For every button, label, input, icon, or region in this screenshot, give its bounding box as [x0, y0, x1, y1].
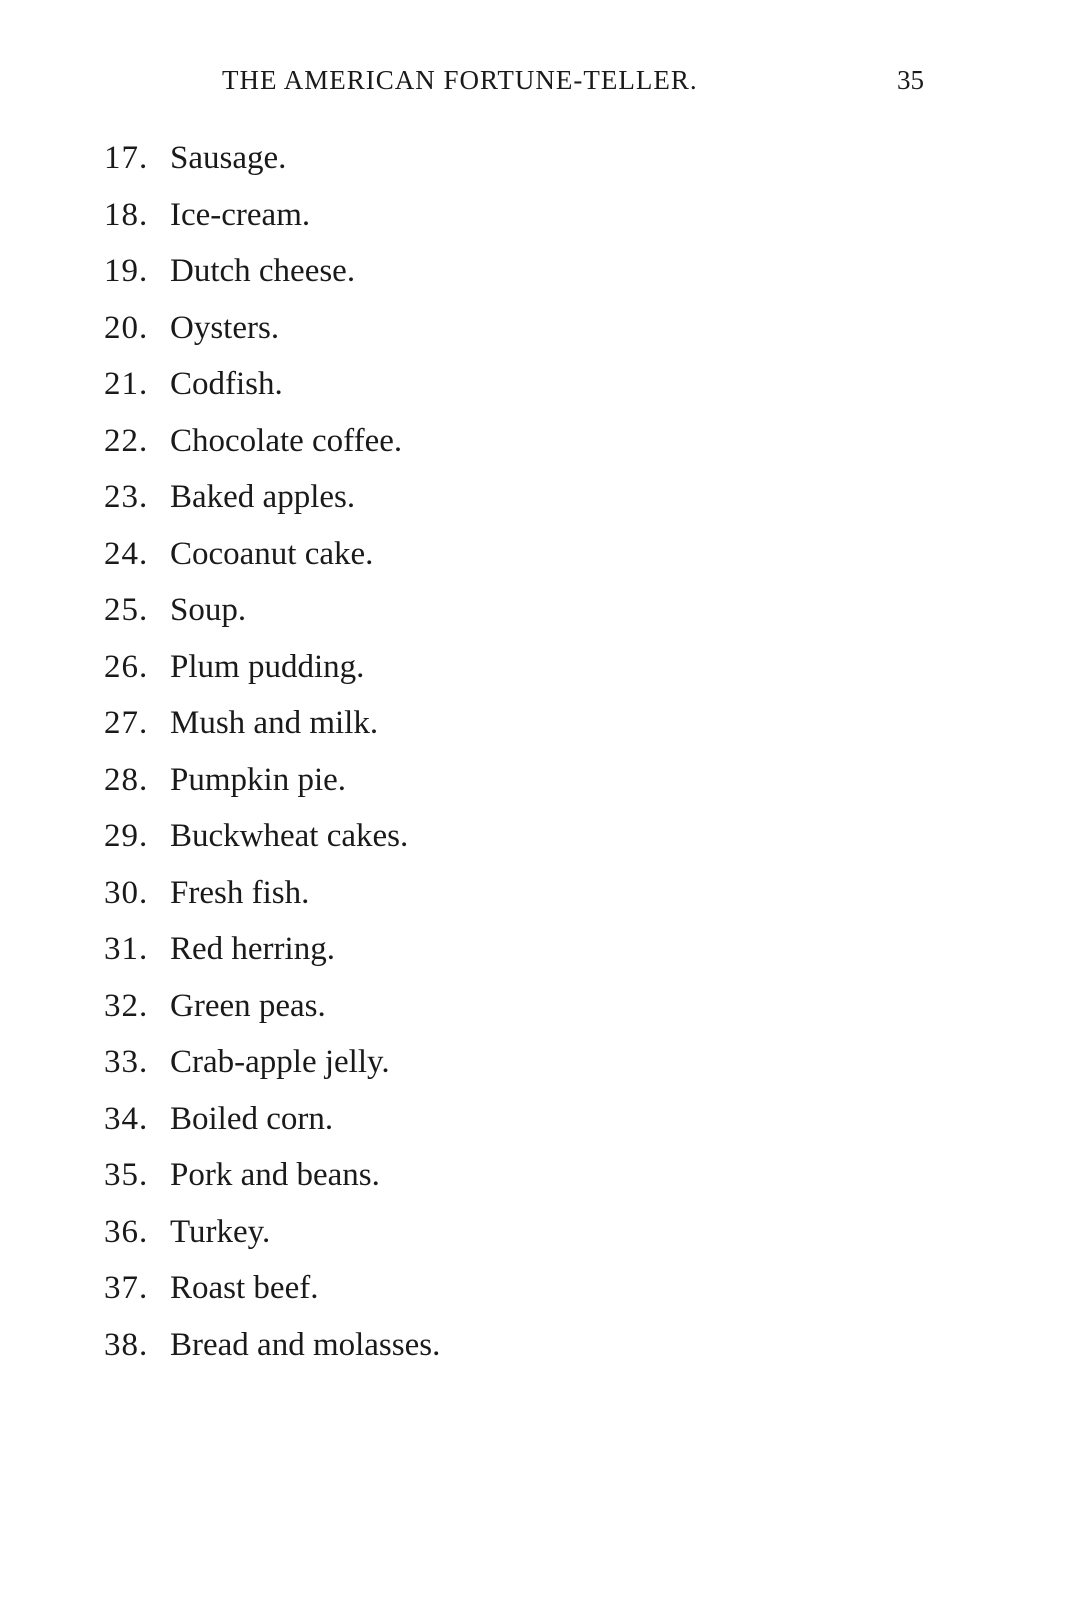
- item-text: Pumpkin pie.: [170, 761, 347, 798]
- item-number: 19.: [104, 253, 149, 289]
- item-text: Bread and molasses.: [170, 1326, 441, 1363]
- item-number: 25.: [104, 592, 149, 628]
- item-text: Oysters.: [170, 309, 280, 346]
- item-text: Sausage.: [170, 140, 287, 176]
- list-item: [104, 639, 440, 696]
- item-text: Baked apples.: [170, 479, 356, 515]
- list-item: [104, 1034, 440, 1091]
- list-item: [104, 921, 440, 978]
- item-number: 33.: [104, 1044, 149, 1080]
- list-item: [104, 978, 440, 1035]
- item-number: 23.: [104, 479, 149, 515]
- item-number: 27.: [104, 705, 149, 741]
- item-number: 37.: [104, 1270, 149, 1306]
- item-number: 26.: [104, 648, 149, 685]
- list-item: [104, 300, 440, 357]
- item-text: Mush and milk.: [170, 705, 379, 741]
- item-number: 24.: [104, 535, 149, 572]
- item-text: Crab-apple jelly.: [170, 1044, 390, 1080]
- list-item: [104, 130, 440, 187]
- running-title: THE AMERICAN FORTUNE-TELLER.: [222, 65, 698, 95]
- item-text: Soup.: [170, 592, 247, 628]
- item-text: Boiled corn.: [170, 1100, 334, 1137]
- item-text: Roast beef.: [170, 1270, 319, 1306]
- item-text: Cocoanut cake.: [170, 535, 374, 572]
- item-number: 30.: [104, 874, 149, 911]
- item-number: 38.: [104, 1326, 149, 1363]
- item-number: 17.: [104, 140, 149, 176]
- list-item: [104, 1204, 440, 1261]
- list-item: [104, 808, 440, 865]
- item-number: 20.: [104, 309, 149, 346]
- list-item: [104, 582, 440, 639]
- item-number: 29.: [104, 818, 149, 854]
- list-item: [104, 526, 440, 583]
- list-item: [104, 1260, 440, 1317]
- list-item: [104, 243, 440, 300]
- page-number: 35: [897, 65, 924, 95]
- list-item: [104, 469, 440, 526]
- item-text: Fresh fish.: [170, 874, 310, 911]
- list-item: [104, 1091, 440, 1148]
- list-item: [104, 1317, 440, 1374]
- item-text: Green peas.: [170, 987, 326, 1024]
- item-number: 18.: [104, 196, 149, 233]
- list-item: [104, 187, 440, 244]
- item-number: 31.: [104, 931, 149, 967]
- list-item: [104, 413, 440, 470]
- item-text: Ice-cream.: [170, 196, 311, 233]
- item-text: Turkey.: [170, 1213, 271, 1250]
- item-text: Red herring.: [170, 931, 335, 967]
- item-number: 35.: [104, 1157, 149, 1193]
- list-item: [104, 752, 440, 809]
- list-item: [104, 1147, 440, 1204]
- item-text: Dutch cheese.: [170, 253, 356, 289]
- item-number: 28.: [104, 761, 149, 798]
- item-number: 36.: [104, 1213, 149, 1250]
- item-text: Pork and beans.: [170, 1157, 380, 1193]
- list-item: [104, 356, 440, 413]
- item-number: 21.: [104, 366, 149, 402]
- item-text: Codfish.: [170, 366, 283, 402]
- numbered-list: [104, 130, 440, 1373]
- running-head: [0, 60, 1070, 100]
- list-item: [104, 865, 440, 922]
- item-number: 22.: [104, 422, 149, 459]
- item-number: 32.: [104, 987, 149, 1024]
- item-text: Buckwheat cakes.: [170, 818, 409, 854]
- item-text: Chocolate coffee.: [170, 422, 403, 459]
- list-item: [104, 695, 440, 752]
- item-text: Plum pudding.: [170, 648, 365, 685]
- item-number: 34.: [104, 1100, 149, 1137]
